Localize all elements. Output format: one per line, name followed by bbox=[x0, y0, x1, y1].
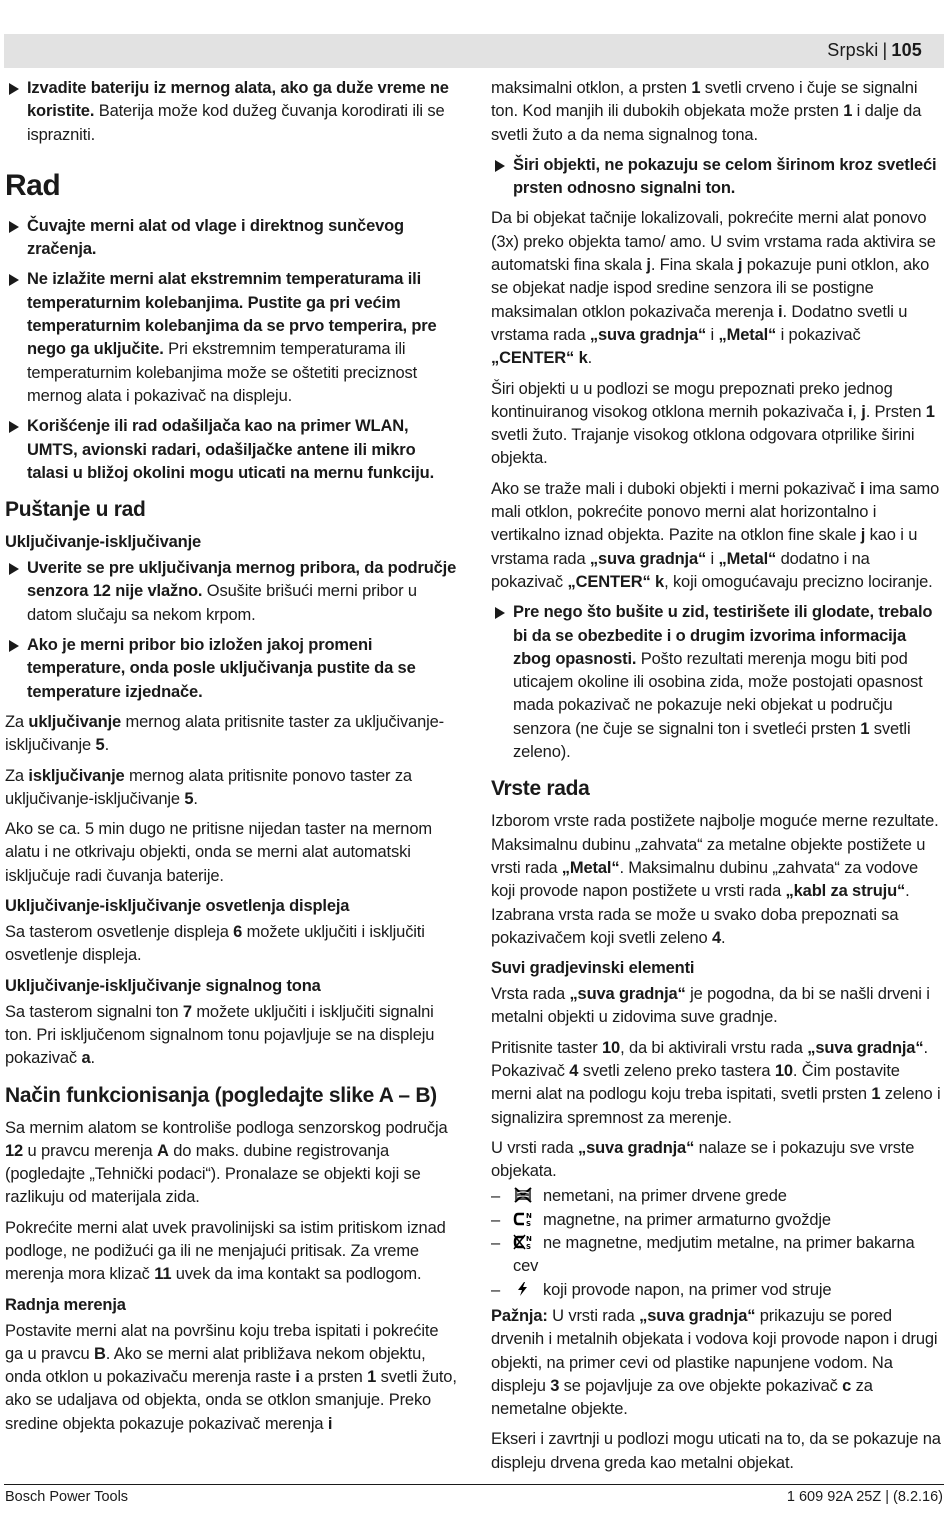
right-column bbox=[491, 77, 943, 1482]
para-wide-detect: Širi objekti u u podlozi se mogu prepoznati preko jednog kontinuiranog visokog otklona mernih pokazivača i, j. Prsten 1 svetli žuto. Trajanje visokog otklona odgovara otprilike širini objekta. bbox=[491, 379, 935, 468]
bullet-temp-change: Ako je merni pribor bio izložen jakoj promeni temperature, onda posle uključivanja pustite da se temperature izjednače. bbox=[5, 634, 457, 704]
bullet-before-drilling: Pre nego što bušite u zid, testirišete ili glodate, trebalo bi da se obezbedite i o drugim izvorima informacija zbog opasnosti. Pošto rezultati merenja mogu biti pod uticajem okoline ili osobina zida, može postojati opasnost mada pokazivač ne pokazuje neki objekat u području senzora (ne čuje se signalni ton i svetleći prsten 1 svetli zeleno). bbox=[491, 601, 943, 764]
non-magnetic-metal-icon bbox=[513, 1234, 533, 1250]
header-language: Srpski bbox=[827, 40, 879, 60]
bullet-wlan: Korišćenje ili rad odašiljača kao na primer WLAN, UMTS, avionski radari, odašiljačke antene ili mikro talasi u bližoj okolini mogu uticati na mernu funkciju. bbox=[5, 415, 457, 485]
heading-rad: Rad bbox=[5, 168, 61, 202]
para-small-objects: Ako se traže mali i duboki objekti i merni pokazivač i ima samo mali otklon, pokrećite ponovo merni alat horizontalno i vertikalno iznad objekta. Pazite na otklon fine skale j kao i u vrstama rada „suva gradnja“ i „Metal“ dodatno i na pokazivač „CENTER“ k, koji omogućavaju precizno lociranje. bbox=[491, 479, 940, 591]
heading-pustanje: Puštanje u rad bbox=[5, 498, 146, 522]
bullet-temperature: Ne izlažite merni alat ekstremnim temperaturama ili temperaturnim kolebanjima. Pustite ga pri većim temperaturnim kolebanjima da se prvo temperira, pre nego ga uključite. Pri ekstremnim temperaturama ili temperaturnim kolebanjima može se oštetiti preciznost mernog alata i pokazivač na displeju. bbox=[5, 268, 457, 408]
para-suva-gradnja: Vrsta rada „suva gradnja“ je pogodna, da bi se našli drveni i metalni objekti u zidovima suve gradnje. bbox=[491, 985, 930, 1027]
svg-text:S: S bbox=[526, 1243, 531, 1251]
wood-icon bbox=[513, 1187, 533, 1203]
para-radnja: Postavite merni alat na površinu koju treba ispitati i pokrećite ga u pravcu B. Ako se merni alat približava nekom objektu, onda otklon u pokazivaču merenja raste i a prsten 1 svetli žuto, ako se udaljava od objekta, onda se otklon smanjuje. Preko sredine objekta pokazuje pokazivač merenja i bbox=[5, 1321, 457, 1433]
page-number: 105 bbox=[891, 40, 922, 60]
heading-vrste-rada: Vrste rada bbox=[491, 777, 590, 801]
para-switch-on: Za uključivanje mernog alata pritisnite taster za uključivanje-isključivanje 5. bbox=[5, 712, 445, 755]
para-all-objects: U vrsti rada „suva gradnja“ nalaze se i pokazuju sve vrste objekata. bbox=[491, 1138, 915, 1181]
list-item: – koji provode napon, na primer vod struje bbox=[491, 1280, 832, 1299]
bullet-remove-battery: Izvadite bateriju iz mernog alata, ako ga duže vreme ne koristite. Baterija može kod dužeg čuvanja korodirati ili se isprazniti. bbox=[5, 77, 457, 147]
para-auto-off: Ako se ca. 5 min dugo ne pritisne nijedan taster na mernom alatu i ne otkrivaju objekti, onda se merni alat automatski isključuje radi čuvanja baterije. bbox=[5, 820, 432, 885]
svg-text:S: S bbox=[526, 1219, 531, 1227]
para-switch-off: Za isključivanje mernog alata pritisnite ponovo taster za uključivanje-isključivanje 5. bbox=[5, 766, 412, 808]
heading-radnja: Radnja merenja bbox=[5, 1295, 126, 1314]
para-press-button: Pritisnite taster 10, da bi aktivirali vrstu rada „suva gradnja“. Pokazivač 4 svetli zeleno preko tastera 10. Čim postavite merni alat na podlogu koju treba ispitati, svetli prsten 1 zeleno i signalizira spremnost za merenje. bbox=[491, 1038, 941, 1127]
bullet-wide-objects: Širi objekti, ne pokazuju se celom širinom kroz svetleći prsten odnosno signalni ton. bbox=[491, 154, 943, 201]
left-column bbox=[5, 77, 457, 1443]
para-display-light: Sa tasterom osvetlenje displeja 6 možete uključiti i isključiti osvetlenje displeja. bbox=[5, 923, 425, 965]
para-nails: Ekseri i zavrtnji u podlozi mogu uticati na to, da se pokazuje na displeju drvena greda kao metalni objekat. bbox=[491, 1430, 941, 1472]
list-item: – N S magnetne, na primer armaturno gvoždje bbox=[491, 1210, 831, 1229]
header-separator: | bbox=[882, 40, 888, 60]
heading-display-light: Uključivanje-isključivanje osvetlenja displeja bbox=[5, 897, 350, 916]
para-nacin-1: Sa mernim alatom se kontroliše podloga senzorskog područja 12 u pravcu merenja A do maks. dubine registrovanja (pogledajte „Tehnički podaci“). Pronalaze se objekti koji se razlikuju od materijala zida. bbox=[5, 1118, 448, 1207]
svg-text:N: N bbox=[526, 1211, 532, 1220]
footer-publisher: Bosch Power Tools bbox=[5, 1489, 129, 1505]
page-header bbox=[827, 40, 922, 61]
svg-text:N: N bbox=[526, 1235, 532, 1244]
para-fine-scale: Da bi objekat tačnije lokalizovali, pokrećite merni alat ponovo (3x) preko objekta tamo/ amo. U svim vrstama rada aktivira se automatski fina skala j. Fina skala j pokazuje puni otklon, ako se objekat nadje ispod sredine senzora ili se postigne maksimalan otklon pokazivača merenja i. Dodatno svetli u vrstama rada „suva gradnja“ i „Metal“ i pokazivač „CENTER“ k. bbox=[491, 209, 936, 368]
heading-suvi: Suvi gradjevinski elementi bbox=[491, 959, 695, 978]
para-continued: maksimalni otklon, a prsten 1 svetli crveno i čuje se signalni ton. Kod manjih ili dubokih objekata može prsten 1 i dalje da svetli žuto a da nema signalnog tona. bbox=[491, 79, 922, 144]
para-nacin-2: Pokrećite merni alat uvek pravolinijski sa istim pritiskom iznad podloge, ne podižući ga ili ne menjajući pritisak. Za vreme merenja mora klizač 11 uvek da ima kontakt sa podlogom. bbox=[5, 1218, 446, 1284]
footer-doc-id: 1 609 92A 25Z | (8.2.16) bbox=[786, 1489, 943, 1505]
header-band bbox=[4, 34, 944, 68]
bullet-moisture: Čuvajte merni alat od vlage i direktnog sunčevog zračenja. bbox=[5, 215, 457, 262]
para-signal-tone: Sa tasterom signalni ton 7 možete uključiti i isključiti signalni ton. Pri isključenom signalnom tonu pojavljuje se na displeju pokazivač a. bbox=[5, 1002, 435, 1068]
para-vrste-rada: Izborom vrste rada postižete najbolje moguće merne rezultate. Maksimalnu dubinu „zahvata“ za metalne objekte postižete u vrsti rada „Metal“. Maksimalnu dubinu „zahvata“ za vodove koji provode napon postižete u vrsti rada „kabl za struju“. Izabrana vrsta rada se može u svako doba prepoznati sa pokazivačem koji svetli zeleno 4. bbox=[491, 812, 939, 947]
para-attention: Pažnja: U vrsti rada „suva gradnja“ prikazuju se pored drvenih i metalnih objekata i vodova koji provode napon i drugi objekti, na primer cevi od plastike napunjene vodom. Na displeju 3 se pojavljuje za ove objekte pokazivač c za nemetalne objekte. bbox=[491, 1306, 938, 1419]
heading-nacin: Način funkcionisanja (pogledajte slike A – B) bbox=[5, 1083, 437, 1107]
footer-rule bbox=[4, 1484, 944, 1485]
list-item: – N S ne magnetne, medjutim metalne, na primer bakarna cev bbox=[491, 1234, 915, 1276]
live-wire-icon bbox=[513, 1281, 533, 1297]
magnetic-metal-icon bbox=[513, 1211, 533, 1227]
bullet-sensor-dry: Uverite se pre uključivanja mernog pribora, da područje senzora 12 nije vlažno. Osušite brišući merni pribor u datom slučaju sa nekom krpom. bbox=[5, 557, 457, 627]
heading-signal-tone: Uključivanje-isključivanje signalnog tona bbox=[5, 976, 321, 995]
heading-ukljucivanje: Uključivanje-isključivanje bbox=[5, 533, 202, 552]
list-item: – nemetani, na primer drvene grede bbox=[491, 1187, 787, 1206]
